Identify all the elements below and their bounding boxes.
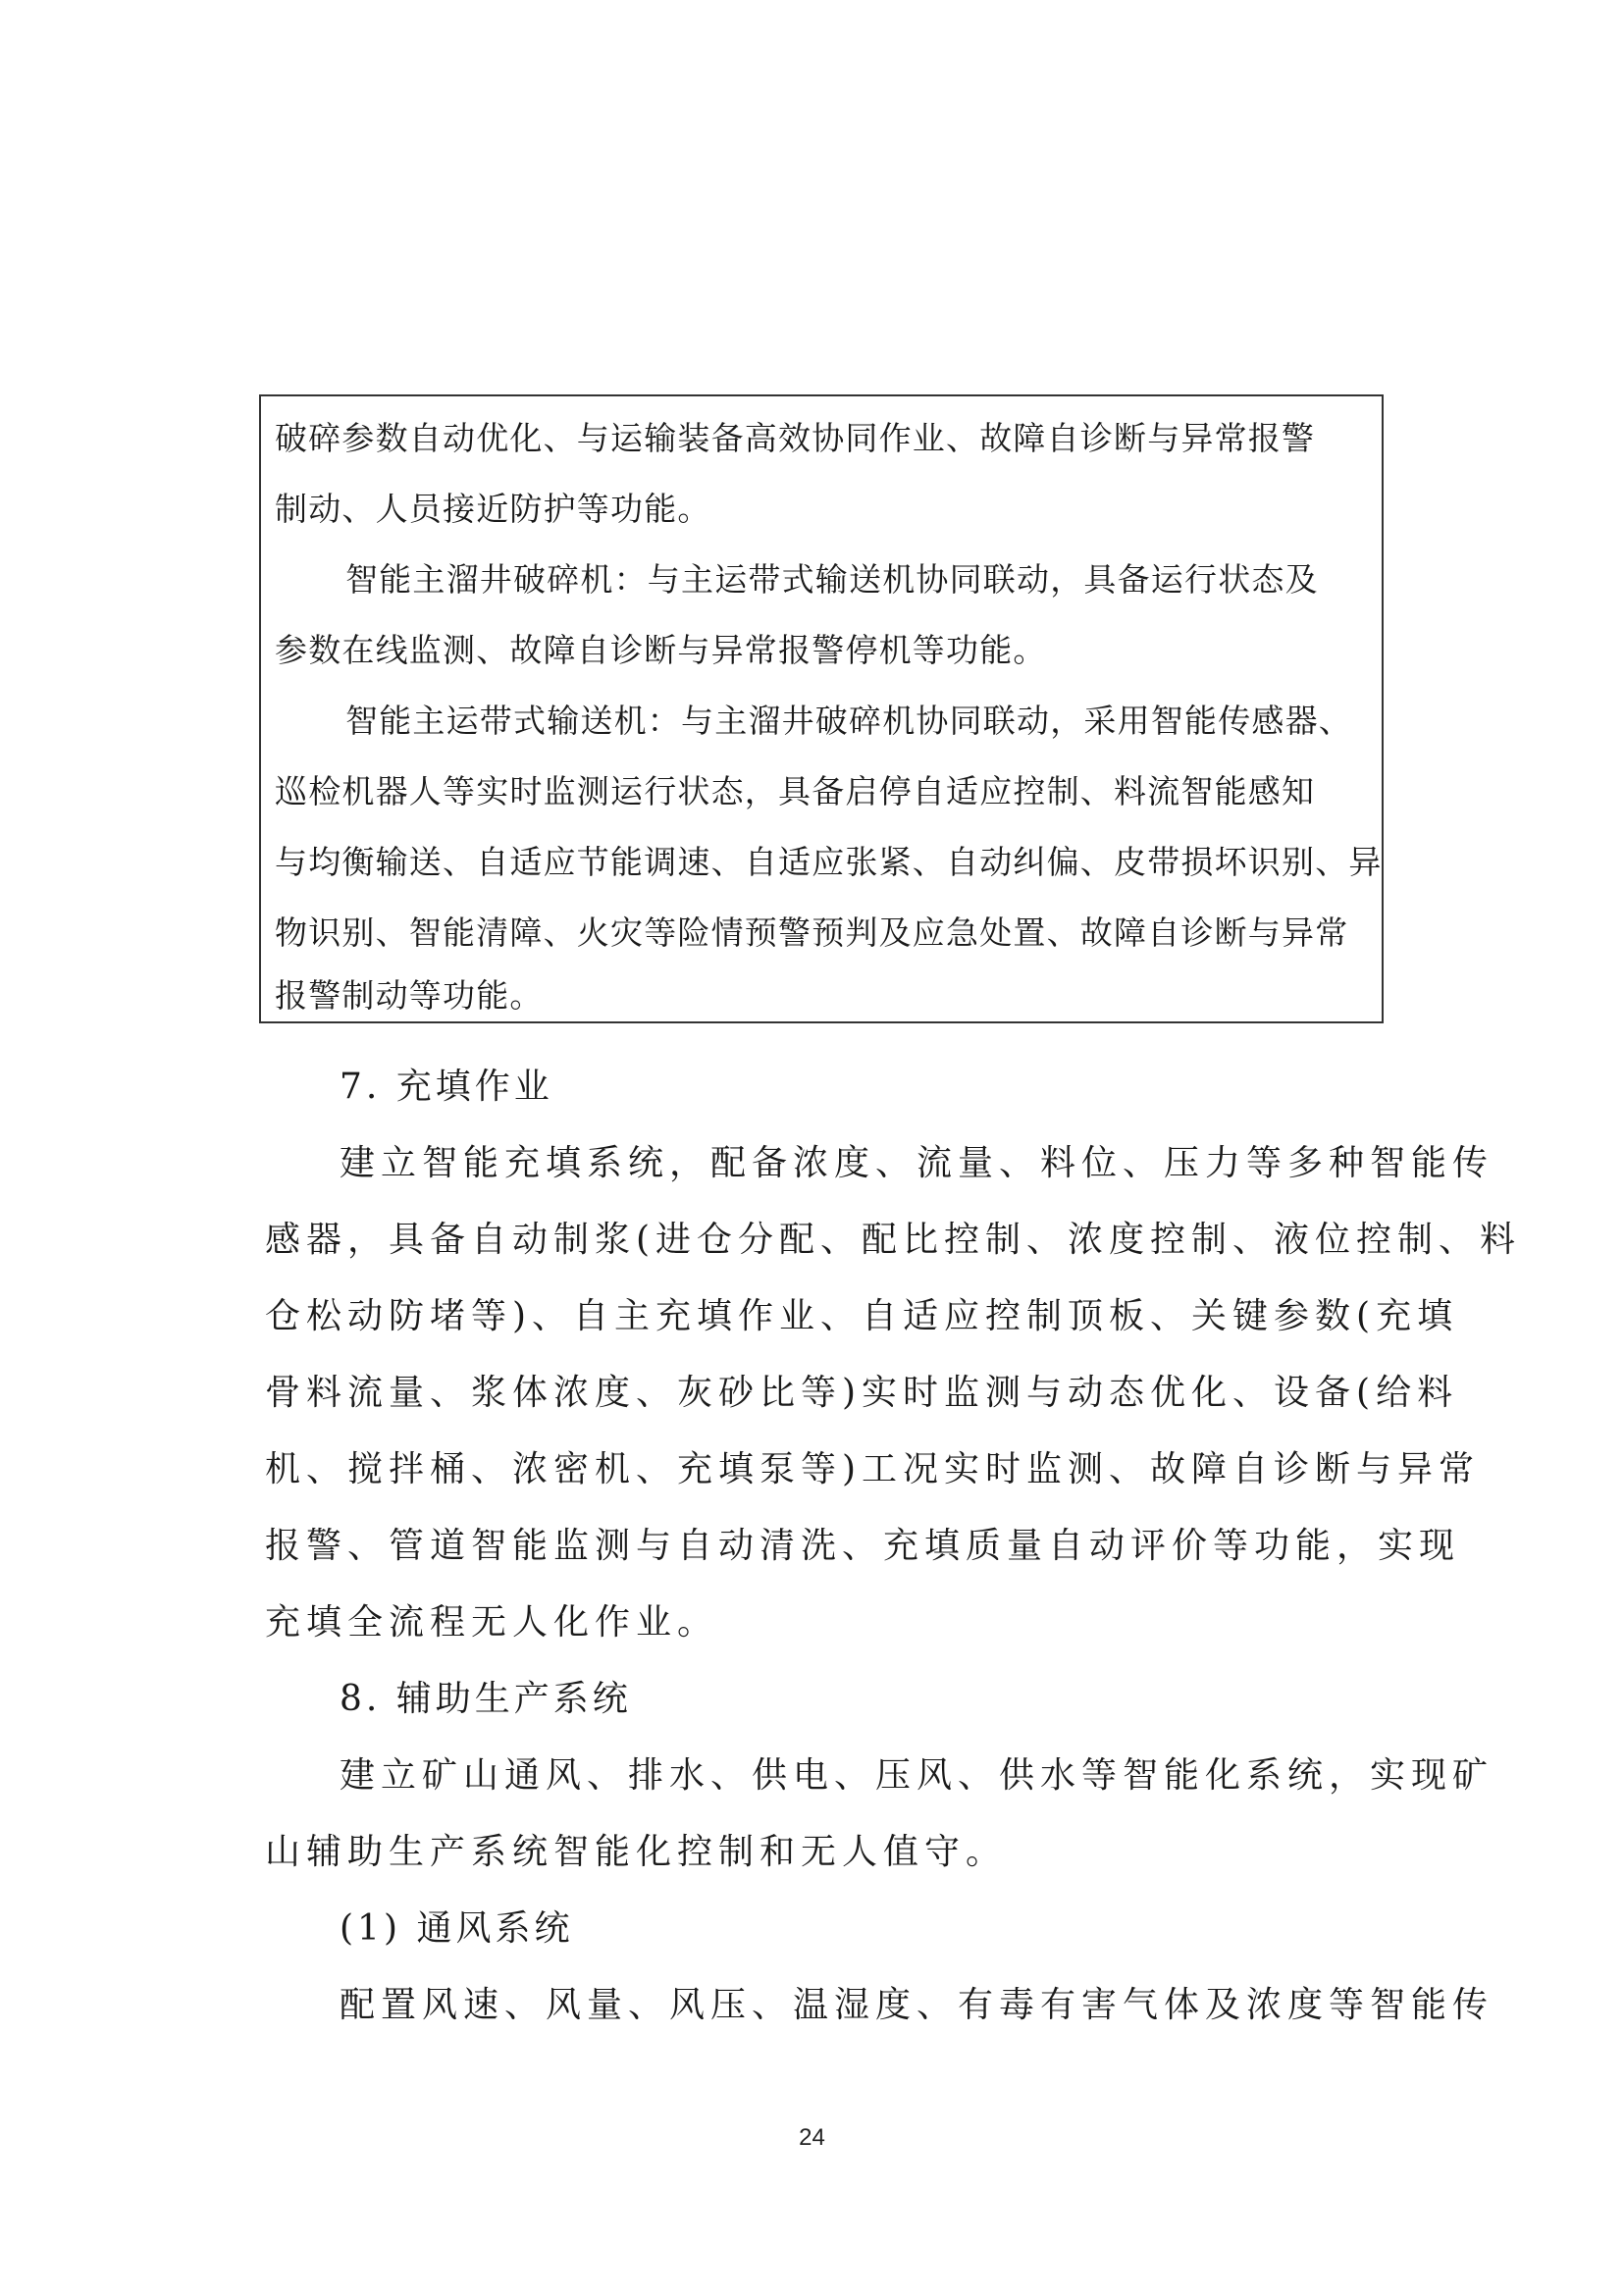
- paragraph-line: 仓松动防堵等)、自主充填作业、自适应控制顶板、关键参数(充填: [265, 1296, 1459, 1336]
- paragraph-line: 充填全流程无人化作业。: [265, 1602, 719, 1643]
- subsection-heading-ventilation: (1) 通风系统: [340, 1908, 574, 1949]
- box-text-line: 物识别、智能清障、火灾等险情预警预判及应急处置、故障自诊断与异常: [275, 913, 1349, 952]
- paragraph-line: 骨料流量、浆体浓度、灰砂比等)实时监测与动态优化、设备(给料: [265, 1373, 1459, 1413]
- box-text-line: 智能主运带式输送机：与主溜井破碎机协同联动，采用智能传感器、: [345, 702, 1352, 740]
- paragraph-line: 建立矿山通风、排水、供电、压风、供水等智能化系统，实现矿: [340, 1755, 1494, 1796]
- paragraph-line: 感器，具备自动制浆(进仓分配、配比控制、浓度控制、液位控制、料: [265, 1220, 1522, 1260]
- paragraph-line: 报警、管道智能监测与自动清洗、充填质量自动评价等功能，实现: [265, 1526, 1461, 1566]
- box-text-line: 巡检机器人等实时监测运行状态，具备启停自适应控制、料流智能感知: [275, 772, 1316, 810]
- box-text-line: 报警制动等功能。: [275, 976, 544, 1015]
- box-text-line: 参数在线监测、故障自诊断与异常报警停机等功能。: [275, 631, 1047, 669]
- paragraph-line: 机、搅拌桶、浓密机、充填泵等)工况实时监测、故障自诊断与异常: [265, 1449, 1481, 1489]
- paragraph-line: 配置风速、风量、风压、温湿度、有毒有害气体及浓度等智能传: [340, 1985, 1494, 2025]
- paragraph-line: 建立智能充填系统，配备浓度、流量、料位、压力等多种智能传: [340, 1143, 1494, 1183]
- section-heading-7: 7. 充填作业: [340, 1067, 553, 1107]
- box-text-line: 与均衡输送、自适应节能调速、自适应张紧、自动纠偏、皮带损坏识别、异: [275, 843, 1383, 881]
- paragraph-line: 山辅助生产系统智能化控制和无人值守。: [265, 1832, 1008, 1872]
- box-text-line: 破碎参数自动优化、与运输装备高效协同作业、故障自诊断与异常报警: [275, 419, 1316, 457]
- boxed-text-frame: [259, 394, 1384, 1023]
- box-text-line: 制动、人员接近防护等功能。: [275, 490, 711, 528]
- section-heading-8: 8. 辅助生产系统: [340, 1679, 632, 1719]
- page-number: 24: [799, 2124, 825, 2151]
- box-text-line: 智能主溜井破碎机：与主运带式输送机协同联动，具备运行状态及: [345, 560, 1319, 599]
